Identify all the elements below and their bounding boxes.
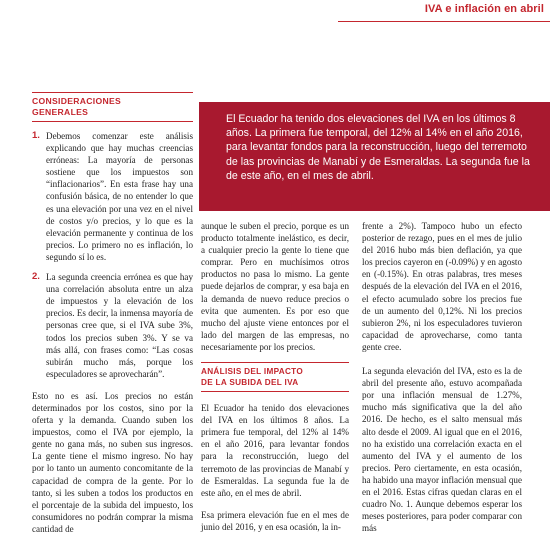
body-paragraph: La segunda elevación del IVA, esto es la de abril del presente año, estuvo acompañada por una inflación mensual de 1.27%, mucho más significativa que la del año 2016. De hecho, es el salto mensual más alto desde el 2009. Al igual que en el 2016, no ha existido una correlación exacta en el aumento del IVA y el aumento de los precios. Pero ciertamente, en esta ocasión, ha habido una mayor inflación mensual que en el 2016. Estas cifras quedan claras en el cuadro No. 1. Aunque debemos esperar los meses posteriores, para poder comparar con más bbox=[362, 366, 522, 534]
body-paragraph: aunque le suben el precio, porque es un producto totalmente inelástico, es decir, a cualquier precio la gente lo tiene que comprar. Pero en muchísimos otros productos no pasa lo mismo. La gente puede dejarlos de comprar, y esa baja en la demanda de nuevo reduce precios o evita que aumenten. Es por eso que mucho del ajuste viene entonces por el lado del margen de las empresas, no necesariamente por los precios. bbox=[201, 221, 349, 352]
left-column bbox=[32, 92, 193, 535]
body-paragraph: El Ecuador ha tenido dos elevaciones del IVA en los últimos 8 años. La primera fue temporal, del 12% al 14% en el año 2016, para levantar fondos para la reconstrucción, luego del terremoto de las provincias de Manabí y de Esmeraldas. La segunda fue la de este año, en el mes de abril. bbox=[201, 403, 349, 498]
right-column bbox=[362, 220, 522, 534]
middle-column bbox=[201, 220, 349, 533]
section-rule-bottom bbox=[201, 391, 349, 392]
section-title-line1: ANÁLISIS DEL IMPACTO bbox=[201, 367, 303, 377]
body-paragraph: Esa primera elevación fue en el mes de junio del 2016, y en esa ocasión, la in- bbox=[201, 509, 349, 532]
item-text: La segunda creencia errónea es que hay una correlación absoluta entre un alza de impuestos y la elevación de los precios. Es decir, la inmensa mayoría de personas cree que, si el IVA sube 3%, todos los precios suben 3%. Y se va más allá, con frases como: “Las cosas subirán mucho más, porque los especuladores se aprovecharán”. bbox=[46, 272, 193, 379]
item-number: 2. bbox=[32, 271, 40, 283]
running-header-title: IVA e inflación en abril bbox=[424, 3, 544, 15]
section-title-line2: DE LA SUBIDA DEL IVA bbox=[201, 378, 299, 388]
running-header bbox=[0, 0, 550, 22]
body-paragraph: Esto no es así. Los precios no están determinados por los costos, sino por la oferta y la demanda. Cuando suben los impuestos, como el IVA por ejemplo, la gente no gana más, no suben sus ingresos. La gente tiene el mismo ingreso. No hay por lo tanto un aumento concomitante de la capacidad de compra de la gente. Por lo tanto, si les suben a todos los productos en el porcentaje de la subida del impuesto, los consumidores no podrán comprar la misma cantidad de bbox=[32, 390, 193, 534]
pull-quote-text: El Ecuador ha tenido dos elevaciones del IVA en los últimos 8 años. La primera fue temporal, del 12% al 14% en el año 2016, para levantar fondos para la reconstrucción, luego del terremoto de las provincias de Manabí y de Esmeraldas. La segunda fue la de este año, en el mes de abril. bbox=[226, 113, 530, 182]
section-title-line2: GENERALES bbox=[32, 107, 89, 117]
section-rule-top bbox=[32, 92, 193, 93]
section-title bbox=[32, 96, 193, 118]
item-text: Debemos comenzar este análisis explicando que hay muchas creencias erróneas: La mayoría de personas sostiene que los impuestos son “inflacionarios”. En esta frase hay una confusión básica, de no entender lo que es una elevación por una vez en el nivel de costos y/o precios, y lo que es la elevación permanente y continua de los precios. Lo primero no es inflación, lo segundo sí lo es. bbox=[46, 131, 193, 262]
item-number: 1. bbox=[32, 130, 40, 141]
numbered-item bbox=[32, 271, 193, 380]
body-paragraph: frente a 2%). Tampoco hubo un efecto posterior de rezago, pues en el mes de julio del 2016 hubo más bien deflación, ya que los precios cayeron en (-0.09%) y en agosto en (-0.15%). En otras palabras, tres meses después de la elevación del IVA en el 2016, el efecto acumulado sobre los precios fue de un aumento del 0,12%. Ni los precios subieron 2%, ni los especuladores tuvieron capacidad de aprovecharse, como tanta gente cree. bbox=[362, 221, 522, 352]
header-rule bbox=[338, 21, 550, 22]
section-title bbox=[201, 366, 349, 388]
pull-quote-box bbox=[199, 102, 550, 211]
numbered-item bbox=[32, 130, 193, 263]
section-rule-bottom bbox=[32, 121, 193, 122]
section-title-line1: CONSIDERACIONES bbox=[32, 96, 122, 106]
section-rule-top bbox=[201, 362, 349, 363]
